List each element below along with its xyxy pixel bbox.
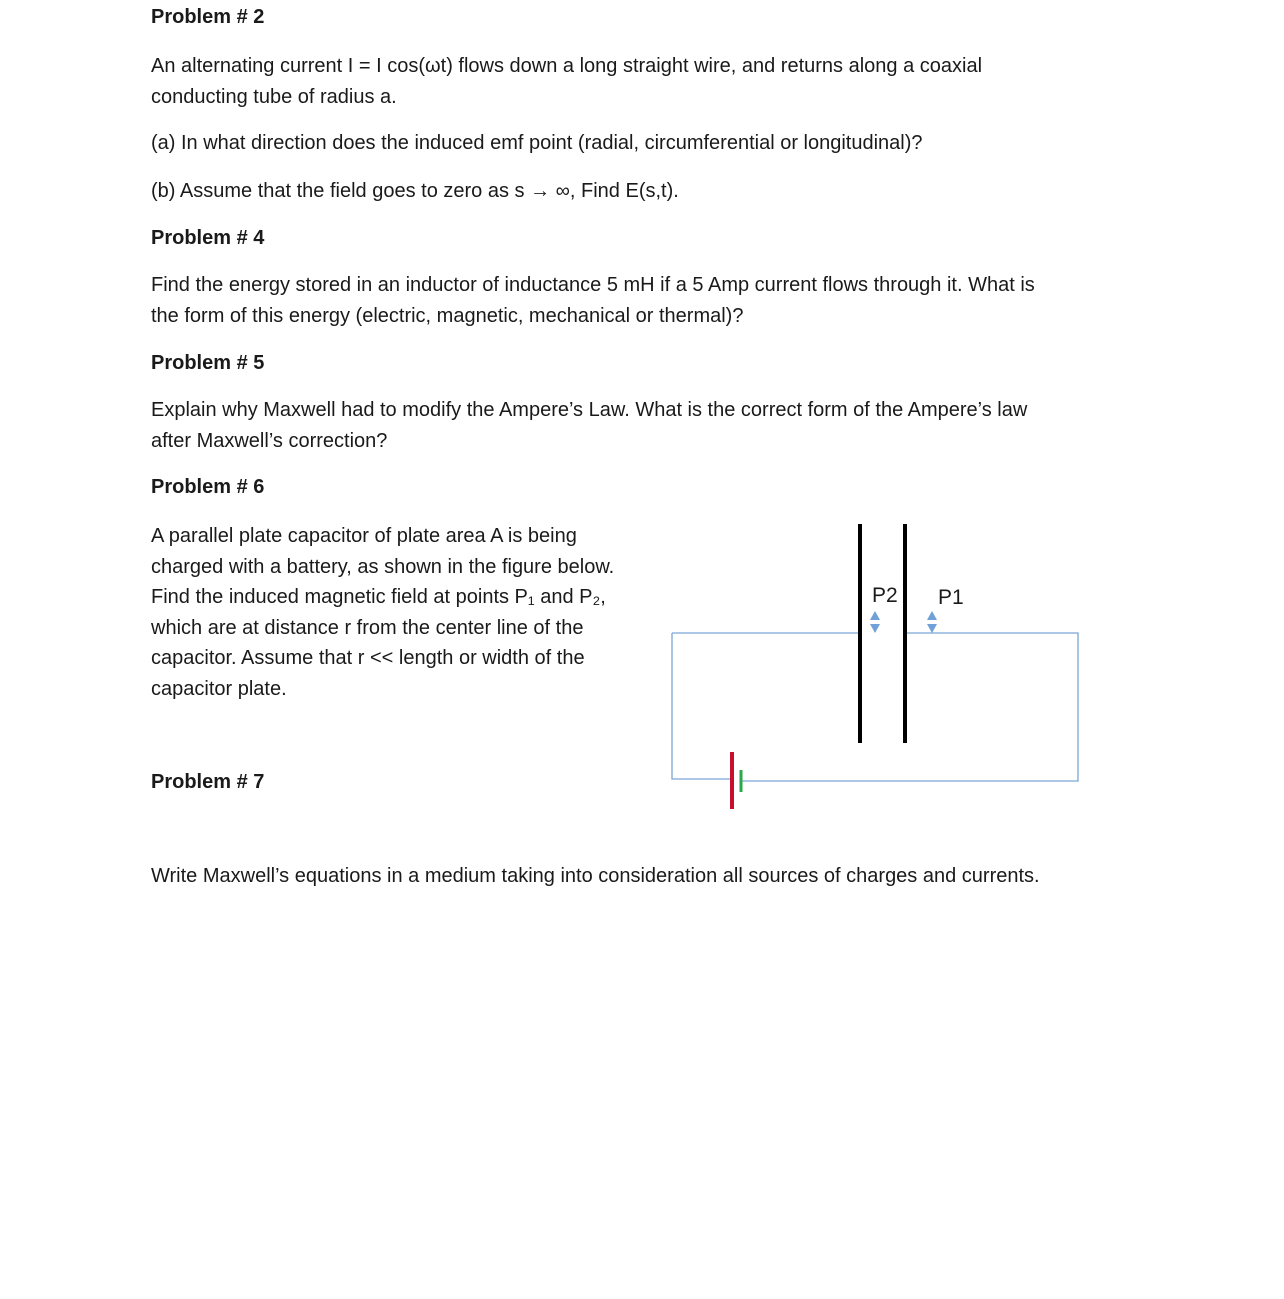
point-p1-label: P1 (938, 586, 964, 609)
problem-7-heading: Problem # 7 (151, 771, 265, 793)
point-p2-double-arrow-icon (870, 611, 880, 633)
problem-6-line-3: Find the induced magnetic field at points P₁ and P₂, (151, 586, 606, 608)
problem-4-line-2: the form of this energy (electric, magnetic, mechanical or thermal)? (151, 304, 744, 327)
problem-4-line-1: Find the energy stored in an inductor of inductance 5 mH if a 5 Amp current flows through it. What is (151, 274, 1035, 296)
problem-6-line-4: which are at distance r from the center line of the (151, 616, 584, 639)
problem-5-heading: Problem # 5 (151, 352, 265, 374)
problem-2-part-b: (b) Assume that the field goes to zero as s → ∞, Find E(s,t). (151, 180, 679, 202)
point-p2-label: P2 (872, 584, 898, 607)
problem-6-heading: Problem # 6 (151, 476, 265, 498)
problem-5-text (151, 395, 1111, 456)
problem-5-line-1: Explain why Maxwell had to modify the Ampere’s Law. What is the correct form of the Ampere’s law (151, 399, 1028, 421)
problem-6-line-6: capacitor plate. (151, 677, 287, 700)
problem-6-line-5: capacitor. Assume that r << length or width of the (151, 647, 585, 669)
problem-2-intro-line-2: conducting tube of radius a. (151, 85, 397, 108)
circuit-wire (672, 633, 732, 779)
problem-2-heading: Problem # 2 (151, 6, 265, 28)
problem-2-intro (151, 51, 1111, 112)
problem-4-text (151, 270, 1111, 331)
problem-6-line-2: charged with a battery, as shown in the figure below. (151, 555, 615, 578)
problem-4-heading: Problem # 4 (151, 227, 265, 249)
capacitor-circuit-diagram (664, 516, 1088, 816)
problem-2-part-a: (a) In what direction does the induced emf point (radial, circumferential or longitudinal)? (151, 132, 923, 154)
circuit-wire-right (740, 633, 1078, 781)
point-p1-double-arrow-icon (927, 611, 937, 633)
problem-7-text: Write Maxwell’s equations in a medium taking into consideration all sources of charges and currents. (151, 865, 1040, 887)
problem-2-intro-line-1: An alternating current I = I cos(ωt) flows down a long straight wire, and returns along a coaxial (151, 55, 983, 77)
problem-5-line-2: after Maxwell’s correction? (151, 429, 388, 452)
problem-6-line-1: A parallel plate capacitor of plate area A is being (151, 525, 577, 547)
problem-6-text (151, 521, 671, 704)
